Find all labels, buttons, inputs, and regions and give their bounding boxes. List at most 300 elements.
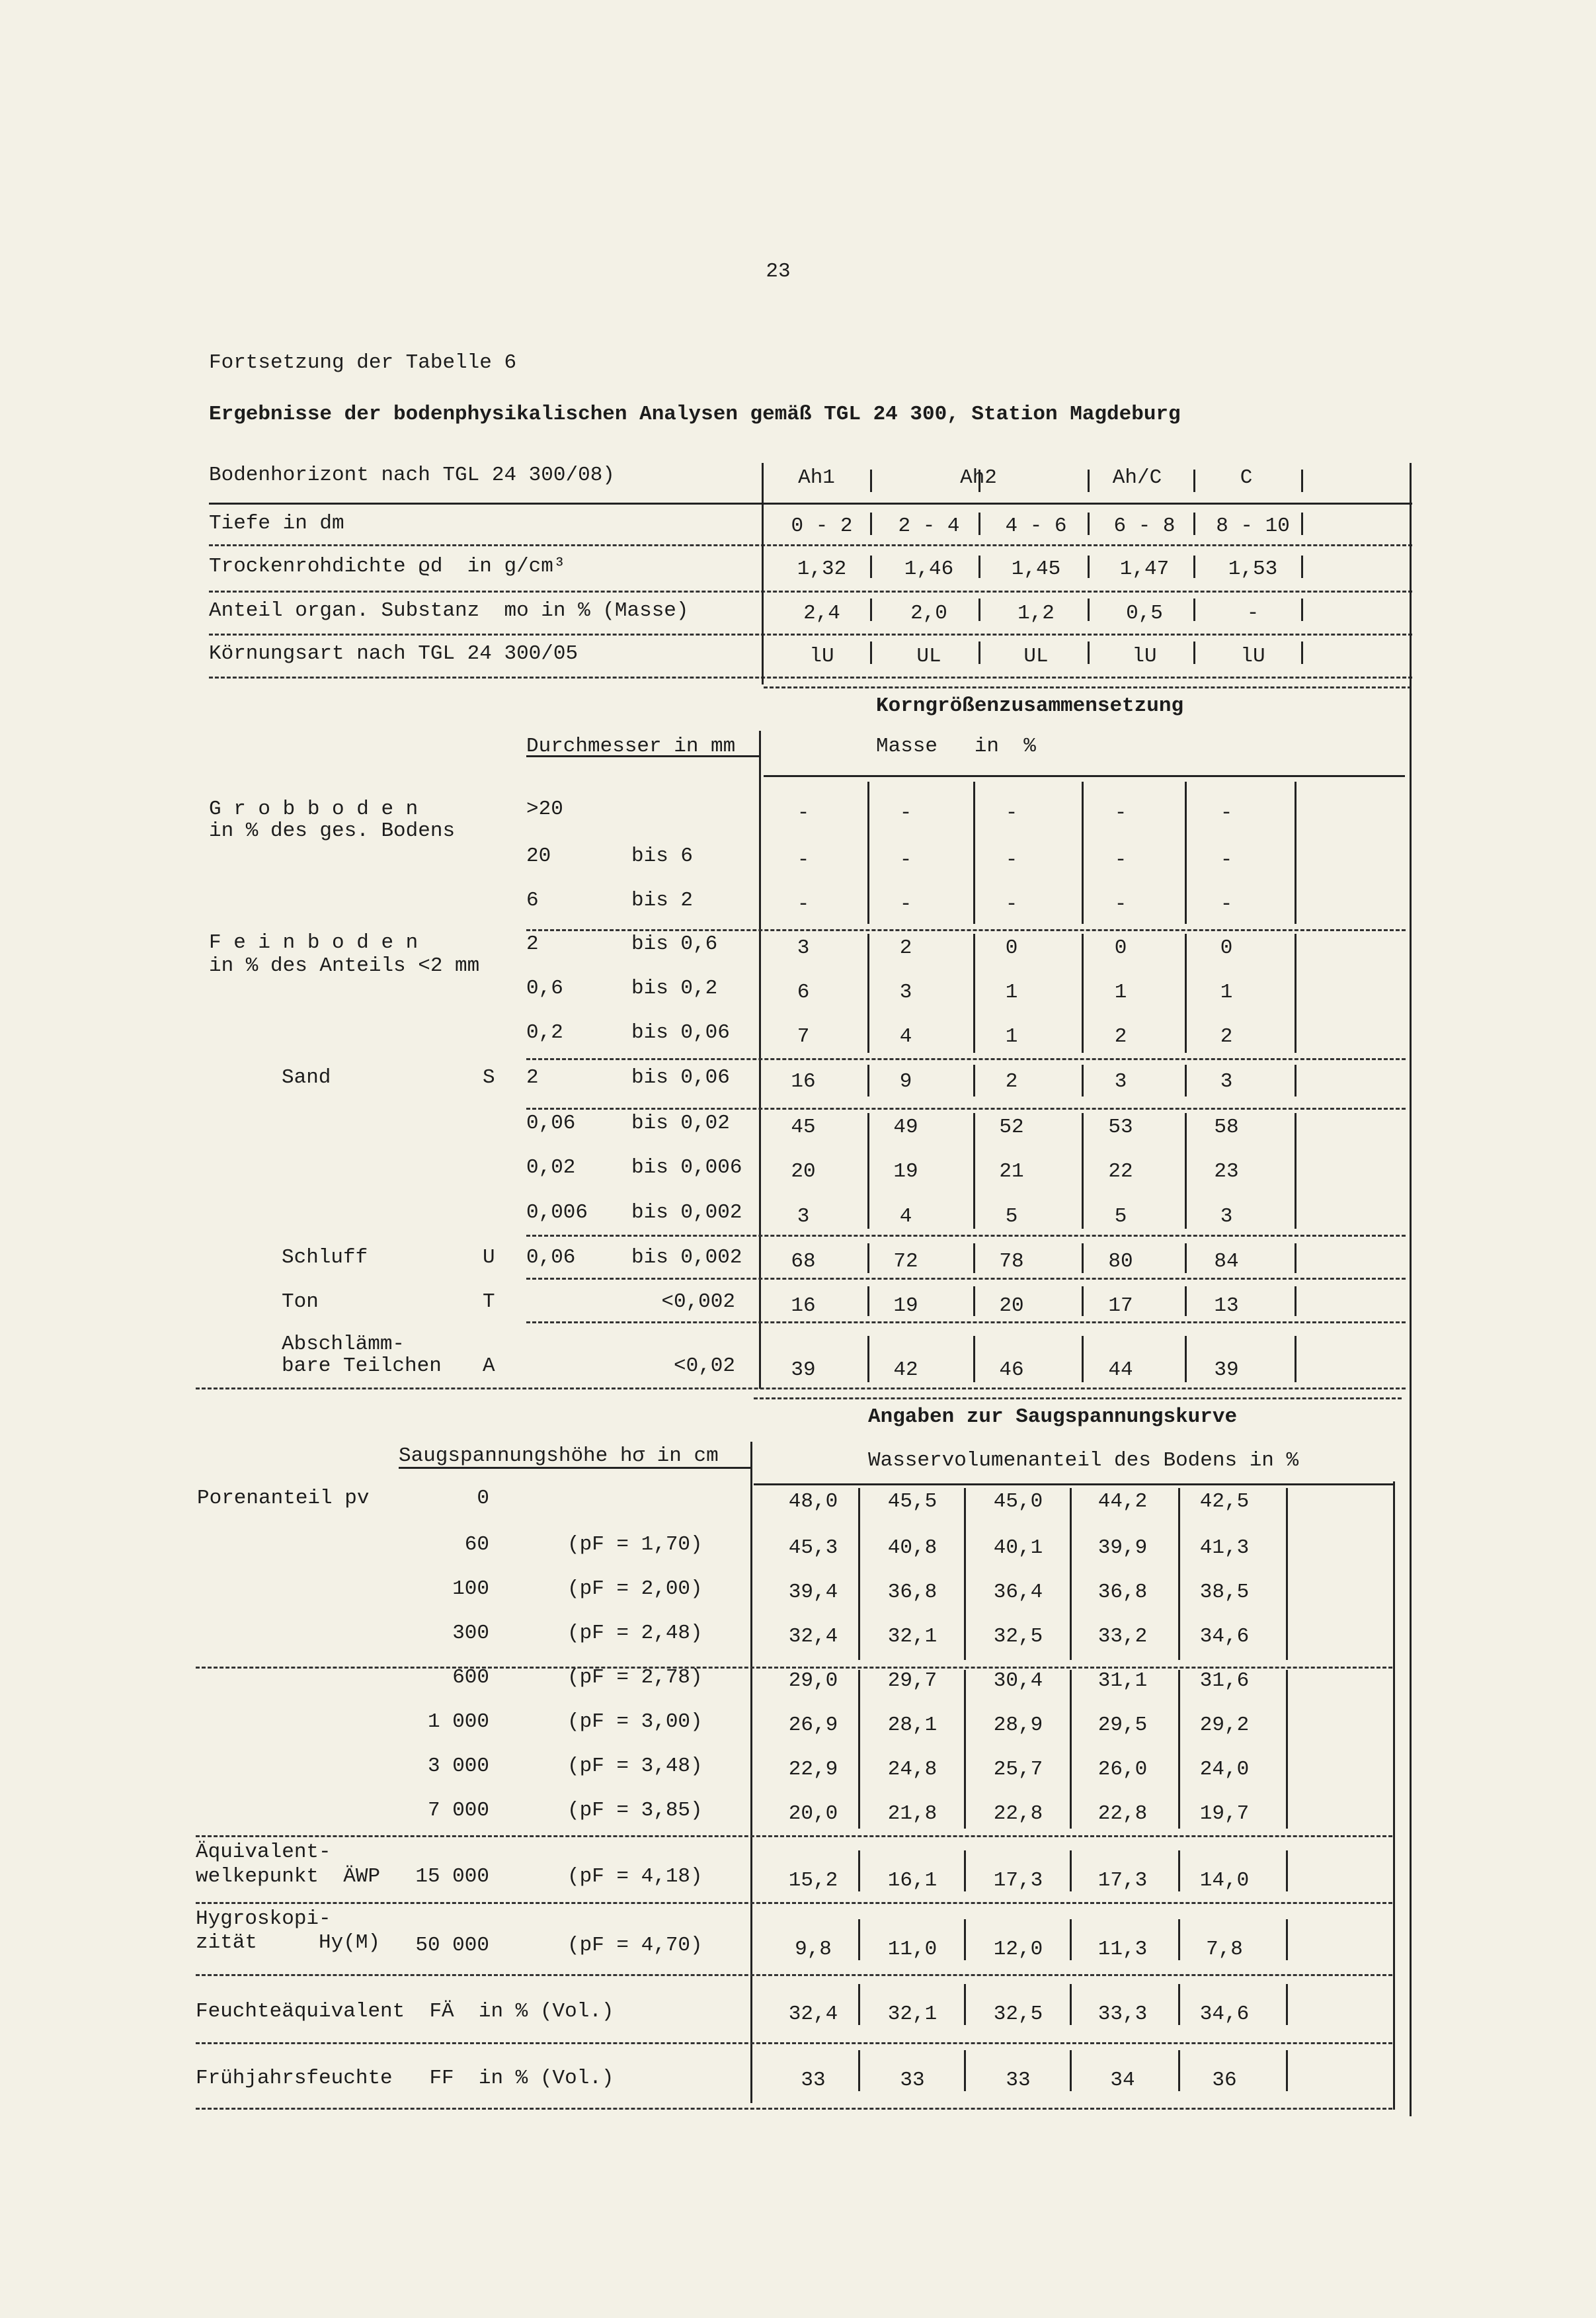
row-label: Anteil organ. Substanz mo in % (Masse) <box>209 599 689 622</box>
cell-value: 3 <box>1220 1070 1233 1093</box>
cell-value: 29,2 <box>1199 1714 1250 1737</box>
cell-value: 20 <box>999 1294 1024 1317</box>
hy-pf: (pF = 4,70) <box>567 1934 703 1957</box>
grain-group: Sand <box>282 1066 331 1089</box>
cell-value: 2,0 <box>910 602 947 625</box>
cell-value: 6 <box>797 981 810 1004</box>
diam-from: 0,06 <box>526 1246 576 1269</box>
cell-value: 32,4 <box>788 2003 838 2026</box>
cell-value: - <box>899 893 912 916</box>
cell-divider <box>978 513 980 535</box>
cell-value: 22,9 <box>788 1758 838 1781</box>
cell-value: 22,8 <box>993 1802 1043 1825</box>
cell-value: 2 <box>1005 1070 1018 1093</box>
cell-value: 26,9 <box>788 1714 838 1737</box>
cell-value: 11,0 <box>887 1938 938 1961</box>
cell-value: - <box>1005 802 1018 825</box>
cell-divider <box>1070 1670 1072 1829</box>
cell-divider <box>870 599 872 621</box>
cell-value: 32,1 <box>887 2003 938 2026</box>
cell-divider <box>870 556 872 578</box>
cell-value: 34,6 <box>1199 2003 1250 2026</box>
cell-value: - <box>797 802 810 825</box>
cell-value: 45 <box>791 1116 816 1139</box>
cell-value: - <box>1114 802 1127 825</box>
awp-height: 15 000 <box>415 1865 489 1888</box>
rule <box>196 1667 1392 1669</box>
diam-to: bis 0,6 <box>631 932 718 956</box>
cell-value: 5 <box>1114 1205 1127 1228</box>
cell-divider <box>1185 1336 1187 1382</box>
cell-value: 6 - 8 <box>1113 515 1176 538</box>
cell-value: 39 <box>1214 1358 1239 1382</box>
cell-divider <box>870 513 872 535</box>
cell-divider <box>973 1286 975 1316</box>
cell-value: lU <box>809 645 834 668</box>
page-number: 23 <box>766 260 791 283</box>
cell-divider <box>1301 599 1303 621</box>
grain-group: bare Teilchen <box>282 1354 442 1378</box>
cell-value: 21,8 <box>887 1802 938 1825</box>
cell-value: 9,8 <box>795 1938 832 1961</box>
cell-divider <box>978 556 980 578</box>
cell-divider <box>1070 1919 1072 1960</box>
cell-divider <box>1082 1286 1084 1316</box>
cell-divider <box>973 782 975 924</box>
cell-divider <box>1193 599 1195 621</box>
cell-value: 28,1 <box>887 1714 938 1737</box>
cell-divider <box>1088 556 1090 578</box>
grob-label: G r o b b o d e n <box>209 798 419 821</box>
cell-value: UL <box>1023 645 1049 668</box>
cell-value: - <box>1220 802 1233 825</box>
rule <box>526 1058 1406 1060</box>
cell-value: 12,0 <box>993 1938 1043 1961</box>
cell-value: 36,8 <box>1097 1581 1148 1604</box>
fa-label: Feuchteäquivalent FÄ in % (Vol.) <box>196 2000 614 2023</box>
cell-divider <box>858 1919 860 1960</box>
cell-divider <box>1178 1919 1180 1960</box>
rule <box>764 775 1405 777</box>
cell-divider <box>1082 1113 1084 1229</box>
cell-value: 84 <box>1214 1250 1239 1273</box>
cell-value: 31,1 <box>1097 1669 1148 1692</box>
cell-value: 0 - 2 <box>791 515 853 538</box>
col-divider <box>1410 463 1412 2116</box>
cell-value: 1 <box>1005 1025 1018 1048</box>
cell-value: 40,8 <box>887 1536 938 1559</box>
cell-divider <box>1185 934 1187 1053</box>
cell-value: 16 <box>791 1070 816 1093</box>
horizon-label: Bodenhorizont nach TGL 24 300/08) <box>209 464 615 487</box>
cell-divider <box>867 934 869 1053</box>
cell-value: 80 <box>1108 1250 1133 1273</box>
suction-height: 60 <box>464 1533 489 1556</box>
cell-value: 1,47 <box>1119 558 1170 581</box>
cell-value: 68 <box>791 1250 816 1273</box>
cell-value: 13 <box>1214 1294 1239 1317</box>
cell-value: 29,7 <box>887 1669 938 1692</box>
diam-to: bis 0,002 <box>631 1246 742 1269</box>
suction-height: 7 000 <box>427 1799 489 1822</box>
rule <box>754 1483 1395 1485</box>
cell-divider <box>1295 1243 1297 1273</box>
cell-value: 4 <box>899 1025 912 1048</box>
cell-value: 33 <box>900 2069 925 2092</box>
suction-pf: (pF = 1,70) <box>567 1533 703 1556</box>
height-header: Saugspannungshöhe hσ in cm <box>399 1444 719 1468</box>
cell-divider <box>1185 1286 1187 1316</box>
cell-value: 44,2 <box>1097 1490 1148 1513</box>
cell-value: 49 <box>893 1116 918 1139</box>
cell-value: 25,7 <box>993 1758 1043 1781</box>
cell-divider <box>964 1670 966 1829</box>
diam-to: bis 0,06 <box>631 1021 730 1044</box>
grain-section-title: Korngrößenzusammensetzung <box>876 694 1184 718</box>
cell-divider <box>1193 470 1195 492</box>
cell-value: 17,3 <box>993 1869 1043 1892</box>
cell-divider <box>1286 1670 1288 1829</box>
cell-divider <box>1193 513 1195 535</box>
cell-value: 58 <box>1214 1116 1239 1139</box>
cell-value: 1,45 <box>1011 558 1061 581</box>
fein-label: F e i n b o d e n <box>209 931 419 954</box>
rule <box>399 1467 752 1469</box>
cell-value: 53 <box>1108 1116 1133 1139</box>
cell-divider <box>1301 642 1303 664</box>
table-caption: Fortsetzung der Tabelle 6 <box>209 351 517 374</box>
cell-value: 38,5 <box>1199 1581 1250 1604</box>
suction-pf: (pF = 3,00) <box>567 1710 703 1733</box>
cell-divider <box>1295 934 1297 1053</box>
cell-value: 22 <box>1108 1160 1133 1183</box>
cell-divider <box>867 1065 869 1097</box>
diam-to: bis 0,06 <box>631 1066 730 1089</box>
cell-value: 32,5 <box>993 2003 1043 2026</box>
cell-value: - <box>1220 893 1233 916</box>
awp-label-1: Äquivalent- <box>196 1841 331 1864</box>
cell-divider <box>1185 1243 1187 1273</box>
cell-value: 3 <box>797 936 810 960</box>
cell-value: 17 <box>1108 1294 1133 1317</box>
cell-value: 36 <box>1212 2069 1237 2092</box>
diam-from: >20 <box>526 798 563 821</box>
cell-divider <box>1178 1670 1180 1829</box>
cell-value: 39,4 <box>788 1581 838 1604</box>
cell-value: 19,7 <box>1199 1802 1250 1825</box>
cell-value: 32,1 <box>887 1625 938 1648</box>
rule <box>196 2108 1392 2110</box>
cell-divider <box>1295 1113 1297 1229</box>
cell-value: 32,4 <box>788 1625 838 1648</box>
diam-to: bis 0,02 <box>631 1112 730 1135</box>
cell-divider <box>978 642 980 664</box>
rule <box>526 1235 1406 1237</box>
cell-value: 15,2 <box>788 1869 838 1892</box>
rule <box>526 1321 1406 1323</box>
cell-divider <box>1082 1065 1084 1097</box>
cell-divider <box>1301 556 1303 578</box>
suction-pf: (pF = 3,48) <box>567 1755 703 1778</box>
row-label: Tiefe in dm <box>209 512 344 535</box>
cell-value: lU <box>1132 645 1157 668</box>
cell-divider <box>858 2050 860 2091</box>
pore-label: Porenanteil pv <box>197 1487 370 1510</box>
cell-divider <box>1286 1488 1288 1660</box>
cell-divider <box>1286 1919 1288 1960</box>
rule <box>754 1397 1402 1399</box>
cell-value: - <box>797 893 810 916</box>
cell-value: 24,8 <box>887 1758 938 1781</box>
suction-pf: (pF = 2,00) <box>567 1577 703 1600</box>
grain-symbol: A <box>483 1354 495 1378</box>
grain-group: Schluff <box>282 1246 368 1269</box>
rule <box>209 634 1412 636</box>
rule <box>526 929 1406 931</box>
cell-value: 0,5 <box>1126 602 1163 625</box>
rule <box>526 1278 1406 1280</box>
cell-value: 20 <box>791 1160 816 1183</box>
rule <box>526 755 761 757</box>
water-header: Wasservolumenanteil des Bodens in % <box>868 1449 1299 1472</box>
cell-divider <box>1082 934 1084 1053</box>
cell-divider <box>1185 1065 1187 1097</box>
rule <box>209 591 1412 593</box>
horizon-ahc: Ah/C <box>1112 466 1162 489</box>
cell-value: 39,9 <box>1097 1536 1148 1559</box>
cell-value: 41,3 <box>1199 1536 1250 1559</box>
cell-value: 78 <box>999 1250 1024 1273</box>
cell-value: 31,6 <box>1199 1669 1250 1692</box>
diam-from: 6 <box>526 889 539 912</box>
cell-value: - <box>1114 893 1127 916</box>
cell-value: 8 - 10 <box>1216 515 1290 538</box>
cell-value: 29,0 <box>788 1669 838 1692</box>
cell-divider <box>1070 1984 1072 2025</box>
grain-symbol: T <box>483 1290 495 1313</box>
cell-divider <box>1193 642 1195 664</box>
cell-value: 0 <box>1114 936 1127 960</box>
suction-pf: (pF = 2,78) <box>567 1666 703 1689</box>
cell-value: 30,4 <box>993 1669 1043 1692</box>
grain-symbol: S <box>483 1066 495 1089</box>
suction-pf: (pF = 3,85) <box>567 1799 703 1822</box>
cell-divider <box>858 1984 860 2025</box>
cell-value: 0 <box>1220 936 1233 960</box>
cell-value: 1,2 <box>1017 602 1055 625</box>
cell-divider <box>858 1850 860 1891</box>
cell-value: 33 <box>801 2069 826 2092</box>
fein-sub: in % des Anteils <2 mm <box>209 954 480 977</box>
cell-value: 42 <box>893 1358 918 1382</box>
rule <box>196 2042 1392 2044</box>
cell-value: 1 <box>1114 981 1127 1004</box>
cell-divider <box>1286 1984 1288 2025</box>
diam-to: bis 0,2 <box>631 977 718 1000</box>
cell-divider <box>1185 782 1187 924</box>
cell-divider <box>964 1919 966 1960</box>
diam-from: 0,2 <box>526 1021 563 1044</box>
diam-from: 20 <box>526 845 551 868</box>
cell-divider <box>973 934 975 1053</box>
suction-height: 100 <box>452 1577 489 1600</box>
mass-header: Masse in % <box>876 735 1036 758</box>
cell-value: 2 <box>1220 1025 1233 1048</box>
rule <box>764 686 1412 688</box>
rule <box>196 1974 1392 1976</box>
cell-value: 1,53 <box>1228 558 1278 581</box>
cell-value: 5 <box>1005 1205 1018 1228</box>
cell-divider <box>858 1488 860 1660</box>
cell-value: 3 <box>797 1205 810 1228</box>
suction-height: 300 <box>452 1622 489 1645</box>
cell-divider <box>973 1113 975 1229</box>
cell-value: 9 <box>899 1070 912 1093</box>
cell-divider <box>1301 513 1303 535</box>
cell-value: 28,9 <box>993 1714 1043 1737</box>
cell-divider <box>1185 1113 1187 1229</box>
cell-value: 23 <box>1214 1160 1239 1183</box>
cell-value: - <box>1246 602 1259 625</box>
cell-value: 33 <box>1006 2069 1031 2092</box>
diam-from: 0,006 <box>526 1201 588 1224</box>
cell-value: 34 <box>1110 2069 1135 2092</box>
cell-divider <box>870 642 872 664</box>
cell-value: 14,0 <box>1199 1869 1250 1892</box>
diam-from: 0,6 <box>526 977 563 1000</box>
cell-divider <box>1193 556 1195 578</box>
cell-divider <box>978 599 980 621</box>
cell-value: 2,4 <box>803 602 840 625</box>
cell-value: 45,3 <box>788 1536 838 1559</box>
cell-value: 42,5 <box>1199 1490 1250 1513</box>
cell-divider <box>1178 1488 1180 1660</box>
cell-divider <box>1295 1286 1297 1316</box>
diam-from: 0,02 <box>526 1156 576 1179</box>
cell-divider <box>1286 1850 1288 1891</box>
cell-divider <box>964 1984 966 2025</box>
cell-value: 36,8 <box>887 1581 938 1604</box>
suction-height: 0 <box>477 1487 489 1510</box>
cell-divider <box>1088 642 1090 664</box>
rule <box>209 503 1412 505</box>
diam-header: Durchmesser in mm <box>526 735 736 758</box>
cell-value: 7 <box>797 1025 810 1048</box>
row-label: Trockenrohdichte ϱd in g/cm³ <box>209 555 566 578</box>
cell-value: - <box>797 849 810 872</box>
rule <box>209 544 1412 546</box>
cell-divider <box>867 1113 869 1229</box>
abschl-label: Abschlämm- <box>282 1333 405 1356</box>
cell-value: 36,4 <box>993 1581 1043 1604</box>
horizon-ah2: Ah2 <box>960 466 997 489</box>
cell-divider <box>1070 2050 1072 2091</box>
cell-divider <box>1286 2050 1288 2091</box>
diam-from: 2 <box>526 1066 539 1089</box>
hy-label-2: zität Hy(M) <box>196 1931 381 1954</box>
cell-value: 11,3 <box>1097 1938 1148 1961</box>
cell-divider <box>973 1336 975 1382</box>
cell-value: 1,32 <box>797 558 847 581</box>
cell-divider <box>867 1243 869 1273</box>
suction-height: 3 000 <box>427 1755 489 1778</box>
cell-divider <box>1088 599 1090 621</box>
rule <box>196 1835 1392 1837</box>
suction-height: 1 000 <box>427 1710 489 1733</box>
cell-value: 52 <box>999 1116 1024 1139</box>
cell-divider <box>1082 1336 1084 1382</box>
cell-divider <box>1070 1850 1072 1891</box>
suction-section-title: Angaben zur Saugspannungskurve <box>868 1405 1238 1428</box>
rule <box>526 1108 1406 1110</box>
cell-value: 48,0 <box>788 1490 838 1513</box>
col-divider <box>1393 1481 1395 2110</box>
cell-divider <box>1082 1243 1084 1273</box>
cell-divider <box>1295 1065 1297 1097</box>
cell-value: - <box>899 802 912 825</box>
cell-value: UL <box>916 645 941 668</box>
grob-sub: in % des ges. Bodens <box>209 819 456 843</box>
cell-value: 19 <box>893 1160 918 1183</box>
rule <box>209 677 1412 679</box>
cell-value: - <box>1005 893 1018 916</box>
cell-value: 33,2 <box>1097 1625 1148 1648</box>
cell-value: lU <box>1240 645 1265 668</box>
cell-value: 16,1 <box>887 1869 938 1892</box>
horizon-ah1: Ah1 <box>798 466 835 489</box>
cell-divider <box>1088 513 1090 535</box>
cell-value: 3 <box>1220 1205 1233 1228</box>
cell-divider <box>964 1850 966 1891</box>
cell-value: 20,0 <box>788 1802 838 1825</box>
cell-divider <box>1178 1850 1180 1891</box>
cell-divider <box>867 1336 869 1382</box>
cell-value: 40,1 <box>993 1536 1043 1559</box>
cell-value: 33,3 <box>1097 2003 1148 2026</box>
cell-value: 0 <box>1005 936 1018 960</box>
diam-to: bis 2 <box>631 889 694 912</box>
rule <box>196 1902 1392 1904</box>
cell-divider <box>867 782 869 924</box>
cell-divider <box>870 470 872 492</box>
cell-value: 24,0 <box>1199 1758 1250 1781</box>
suction-pf: (pF = 2,48) <box>567 1622 703 1645</box>
cell-value: 32,5 <box>993 1625 1043 1648</box>
cell-divider <box>973 1243 975 1273</box>
cell-value: - <box>1114 849 1127 872</box>
cell-value: - <box>1220 849 1233 872</box>
cell-divider <box>1178 2050 1180 2091</box>
cell-divider <box>1295 1336 1297 1382</box>
cell-value: 26,0 <box>1097 1758 1148 1781</box>
cell-divider <box>867 1286 869 1316</box>
cell-value: 1 <box>1220 981 1233 1004</box>
grain-group: Ton <box>282 1290 319 1313</box>
hy-height: 50 000 <box>415 1934 489 1957</box>
cell-value: 19 <box>893 1294 918 1317</box>
suction-height: 600 <box>452 1666 489 1689</box>
cell-value: 39 <box>791 1358 816 1382</box>
ff-label: Frühjahrsfeuchte FF in % (Vol.) <box>196 2067 614 2090</box>
cell-value: 2 <box>1114 1025 1127 1048</box>
cell-value: 1 <box>1005 981 1018 1004</box>
diam-to: bis 0,006 <box>631 1156 742 1179</box>
cell-value: 7,8 <box>1206 1938 1243 1961</box>
grain-symbol: U <box>483 1246 495 1269</box>
rule <box>196 1387 1406 1389</box>
awp-label-2: welkepunkt ÄWP <box>196 1865 381 1888</box>
diam-from: 2 <box>526 932 539 956</box>
